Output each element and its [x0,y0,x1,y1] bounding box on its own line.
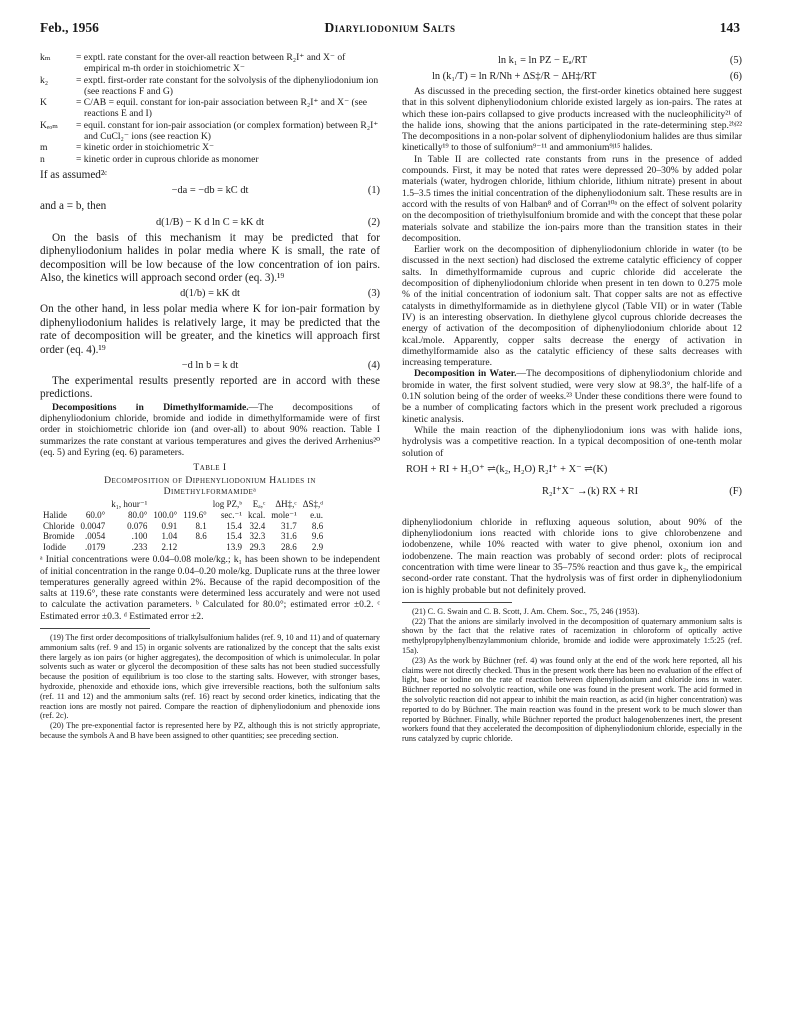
table-cell: Halide [43,509,67,520]
table-cell: Iodide [43,541,66,552]
equation-1: −da = −db = kC dt (1) [171,185,380,197]
equation-3: d(1/b) = kK dt (3) [180,288,380,300]
table-cell: 2.9 [311,541,324,552]
table-cell [150,499,180,510]
definition-text: = kinetic order in cuprous chloride as monomer [76,153,259,165]
scheme-number: (F) [729,485,742,497]
definition-symbol: m [40,142,48,154]
right-column [402,52,742,744]
table-row [40,531,326,542]
footnote-23: (23) As the work by Büchner (ref. 4) was found only at the end of the work here reported, all his claims were not directly checked. Thus in the present work there has been no evaluation of the effect of light, base or iodine on the rate of reaction between diphenyliodonium and chloride ions in water. Büchner reported no solvolytic reaction, while one was found in the present work. The acid formed in the solvolytic reaction did not appear to inhibit the main reaction, as acid (in higher concentration) was reported to do by Büchner. The main reaction was found in the present work to be much slower than reported by Büchner. Finally, while Büchner reported the product halogenobenzenes inert, the present workers found that they accelerated the decomposition of diphenyliodonium chloride, especially in the runs catalyzed by cupric chloride. [402,655,742,744]
table-cell: ΔS‡,ᵈ [302,499,324,510]
paragraph-table-ii: In Table II are collected rate constants from runs in the presence of added compounds. First, it may be noted that rates were depressed 20–30% by added polar materials (water, hydrogen chloride, lithium chloride, lithium nitrate) present in about 1.5–3.5 times the initial concentration of the diphenyliodonium salt. These results are in accord with the results of von Halban⁸ and of Corran¹⁰ᵃ on the effect of solvent polarity on the decomposition of triethylsulfonium bromide and with the concept that these polar materials solvate and stabilize the ion-pairs more than the transition states in their decomposition. [402,153,742,244]
scheme-line-1: ROH + RI + H₃O⁺ ⇌(k₂, H₂O) R₂I⁺ + X⁻ ⇌(K) [406,463,608,475]
table-title-2: Dimethylformamideᵃ [163,486,257,498]
table-cell: 15.4 [226,520,243,531]
and-text: and a = b, then [40,200,107,213]
paragraph-hydrolysis: While the main reaction of the diphenyliodonium ions was with halide ions, hydrolysis was a competitive reaction. In a typical decomposition of one-tenth molar solution of [402,424,742,459]
definition-symbol: Kₑₒₘ [40,119,59,131]
table-header-row [40,499,326,510]
symbol-definitions [40,52,380,165]
table-cell: 31.7 [280,520,297,531]
definition-item [40,142,380,153]
left-column [40,52,380,741]
table-cell: 32.4 [249,520,266,531]
section-head-water: Decomposition in Water. [414,368,517,380]
footnote-21: (21) C. G. Swain and C. B. Scott, J. Am. Chem. Soc., 75, 246 (1953). [412,606,640,616]
paragraph-results-accord: The experimental results presently reported are in accord with these predictions. [40,375,380,401]
paragraph-refluxing: diphenyliodonium chloride in refluxing aqueous solution, about 90% of the diphenyliodonium ions reacted with chloride ions to give chlorobenzene and iodobenzene, while 10% reacted with water to give phenol, oxonium ion and iodobenzene. The main reaction was probably of second order: plots of reciprocal concentration with time were linear to 35–75% reaction and thus gave k₂, the empirical second-order rate constant. That the hydrolysis was of first order in diphenyliodonium ion is highly probable but not definitely proved. [402,516,742,596]
table-row [40,521,326,532]
table-cell: 0.91 [161,520,178,531]
table-header-row [40,510,326,521]
footnote-20: (20) The pre-exponential factor is represented here by PZ, although this is not strictly appropriate, because the symbols A and B have been assigned to other quantities; see preceding section. [40,721,380,741]
scheme-line-2: R₂I⁺X⁻ →(k) RX + RI [542,485,639,497]
table-cell: 13.9 [226,541,243,552]
equation-2: d(1/B) − K d ln C = kK dt (2) [155,216,380,228]
definition-symbol: k₂ [40,74,49,86]
header-title: Diaryliodonium Salts [324,20,456,35]
equation-4: −d ln b = k dt (4) [181,360,380,372]
definition-item [40,52,380,75]
reaction-scheme-f [402,463,742,513]
table-cell [78,499,109,510]
paragraph-water: Decomposition in Water.—The decompositions of diphenyliodonium chloride and bromide in water, the first solvent studied, were very slow at 98.3°, the half-life of a 0.1N solution being of the order of weeks.²³ Under these conditions there were found to be a number of complicating factors which in the present work precluded a rigorous kinetic analysis. [402,368,742,425]
definition-symbol: n [40,153,45,165]
footnote-22: (22) That the anions are similarly involved in the decomposition of quaternary ammonium salts is shown by the fact that the relative rates of racemization in chloroform of optically active methylpropylphenylbenzylammonium chloride, bromide and iodide were approximately 1:5:25 (ref. 15a). [402,616,742,656]
table-row [40,542,326,553]
if-assumed-text: If as assumed²ᶜ [40,168,108,181]
table-cell: 119.6° [183,509,207,520]
table-cell: 0.0047 [80,520,106,531]
table-cell: e.u. [310,509,324,520]
table-cell: 0.076 [127,520,148,531]
definition-symbol: K [40,97,47,109]
table-cell: 15.4 [226,531,243,542]
running-header [40,20,740,40]
paragraph-dmf: Decompositions in Dimethylformamide.—The decompositions of diphenyliodonium chloride, bromide and iodide in dimethylformamide were of first order in stoichiometric chloride ion (and over-all) to about 90% reaction. Table I summarizes the rate constant at various temperatures and gives the derived Arrhenius²⁰ (eq. 5) and Eyring (eq. 6) parameters. [40,401,380,459]
table-label: Table I [193,462,227,474]
definition-item [40,75,380,98]
table-rate-constants [40,499,326,552]
footnote-rule-right [402,602,512,603]
equation-6: ln (k₁/T) = ln R/Nh + ΔS‡/R − ΔH‡/RT (6) [432,71,742,82]
definition-item [40,97,380,120]
table-cell: 8.6 [311,520,324,531]
definition-text: = exptl. rate constant for the over-all reaction between R₂I⁺ and X⁻ of empirical m-th order in stoichiometric X⁻ [76,52,346,75]
header-date: Feb., 1956 [40,20,99,35]
table-cell: 9.6 [311,531,324,542]
table-title: Decomposition of Diphenyliodonium Halides in [104,475,316,487]
table-cell: sec.⁻¹ [220,509,243,520]
table-cell: 32.3 [249,531,266,542]
definition-item [40,154,380,165]
paragraph-prediction-second-order: On the basis of this mechanism it may be predicted that for diphenyliodonium halides in polar media where K is small, the rate of decomposition will be low because of the low concentration of ion pairs. Also, the kinetics will approach second order (eq. 3).¹⁹ [40,231,380,284]
definition-text: = exptl. first-order rate constant for the solvolysis of the diphenyliodonium ion (see reactions F and G) [76,74,379,97]
table-cell: 28.6 [280,541,297,552]
table-cell: kcal. [248,509,266,520]
page-number: 143 [719,20,740,35]
table-cell: .0054 [85,531,106,542]
table-cell: ΔH‡,ᶜ [275,499,297,510]
table-cell: k₁, hour⁻¹ [111,499,148,510]
footnote-rule [40,628,150,629]
table-cell: 31.6 [280,531,297,542]
definition-text: = equil. constant for ion-pair association (or complex formation) between R₂I⁺ and CuCl₂⁻ ions (see reaction K) [76,119,379,143]
table-footnotes: ᵃ Initial concentrations were 0.04–0.08 mole/kg.; k₁ has been shown to be independent of initial concentration in the range 0.04–0.20 mole/kg. Duplicate runs at the three lower temperatures generally agreed within 2%. Because of the rapid decomposition of the salts at 119.6°, these rate constants were determined less accurately and were not used to calculate the activation parameters. ᵇ Calculated for 80.0°; estimated error ±0.2. ᶜ Estimated error ±0.3. ᵈ Estimated error ±2. [40,554,380,622]
table-cell: Chloride [43,520,75,531]
table-cell: 60.0° [85,509,106,520]
table-cell [180,499,210,510]
definition-item [40,120,380,143]
definition-symbol: kₘ [40,52,51,63]
table-cell [40,499,78,510]
table-cell: 8.6 [195,531,207,542]
table-cell: mole⁻¹ [271,509,297,520]
definition-text: = C/AB = equil. constant for ion-pair association between R₂I⁺ and X⁻ (see reactions E and I) [76,97,367,120]
table-cell: 100.0° [153,509,178,520]
table-cell: log PZ,ᵇ [212,499,243,510]
table-cell: 1.04 [161,531,178,542]
paragraph-copper-catalysis: Earlier work on the decomposition of diphenyliodonium chloride in water (to be discussed in the next section) had disclosed the extreme catalytic efficiency of copper salts. In dimethylformamide cuprous and cupric chloride did accelerate the decomposition of diphenyliodonium chloride when present in ten down to 0.275 mole % of the initial concentration of iodonium salt. That copper salts are not as effective catalysts in dimethylformamide as in diethylene glycol (Table VII) or in water (Table IV) is an interesting observation. In diethylene glycol cuprous chloride decreases the energy of activation of the decomposition of diphenyliodonium chloride about 12 kcal./mole. Apparently, copper salts decrease the energy of activation in dimethylformamide also as the catalytic efficiency of these salts decreases with increasing temperature. [402,244,742,369]
paragraph-prediction-first-order: On the other hand, in less polar media where K for ion-pair formation by diphenyliodonium halides is relatively large, it may be predicted that the rate of decomposition will be greater, and the kinetics will approach first order (eq. 4).¹⁹ [40,303,380,356]
table-cell: 8.1 [195,520,207,531]
table-cell: .100 [131,531,148,542]
table-cell: .0179 [85,541,106,552]
table-cell: Eₐ,ᶜ [252,499,266,510]
table-cell: .233 [131,541,148,552]
paragraph-ion-pairs: As discussed in the preceding section, the first-order kinetics obtained here suggest that in this solvent diphenyliodonium chloride existed largely as ion-pairs. The rates at which these ion-pairs collapsed to give products increased with the nucleophilicity²¹ of the halide ions, showing that the anions participated in the rate-determining step.²ᵇʲ²² The decompositions in a non-polar solvent of diphenyliodonium halides are thus similar kinetically¹⁹ to those of sulfonium⁹⁻¹¹ and ammonium⁹ʲ¹⁵ halides. [402,86,742,154]
table-cell: 2.12 [161,541,178,552]
equation-5: ln k₁ = ln PZ − Eₐ/RT (5) [498,55,742,66]
table-cell: Bromide [43,531,75,542]
table-cell [180,542,210,553]
footnote-19: (19) The first order decompositions of trialkylsulfonium halides (ref. 9, 10 and 11) and of quaternary ammonium salts (ref. 9 and 15) in organic solvents are rationalized by the concept that the salts exist there largely as ion pairs (or higher aggregates), the decomposition of which is unimolecular. In polar solvents such as water or glycerol the decomposition of these salts has not been studied successfully because the position of equilibrium is too close to the starting salts. However, with stronger bases, hydroxide, phenoxide and ethoxide ions, which give irreversible reactions, both the sulfonium salts (ref. 11 and 12) and the ammonium salts (ref. 16) react by second order kinetics, indicating that the reaction ions are mostly not paired. Compare the reaction of diphenyliodonium and phenoxide ions (ref. 2c). [40,633,380,721]
table-cell: 80.0° [127,509,148,520]
definition-text: = kinetic order in stoichiometric X⁻ [76,142,215,154]
section-head-dmf: Decompositions in Dimethylformamide. [52,401,249,413]
table-cell: 29.3 [249,541,266,552]
